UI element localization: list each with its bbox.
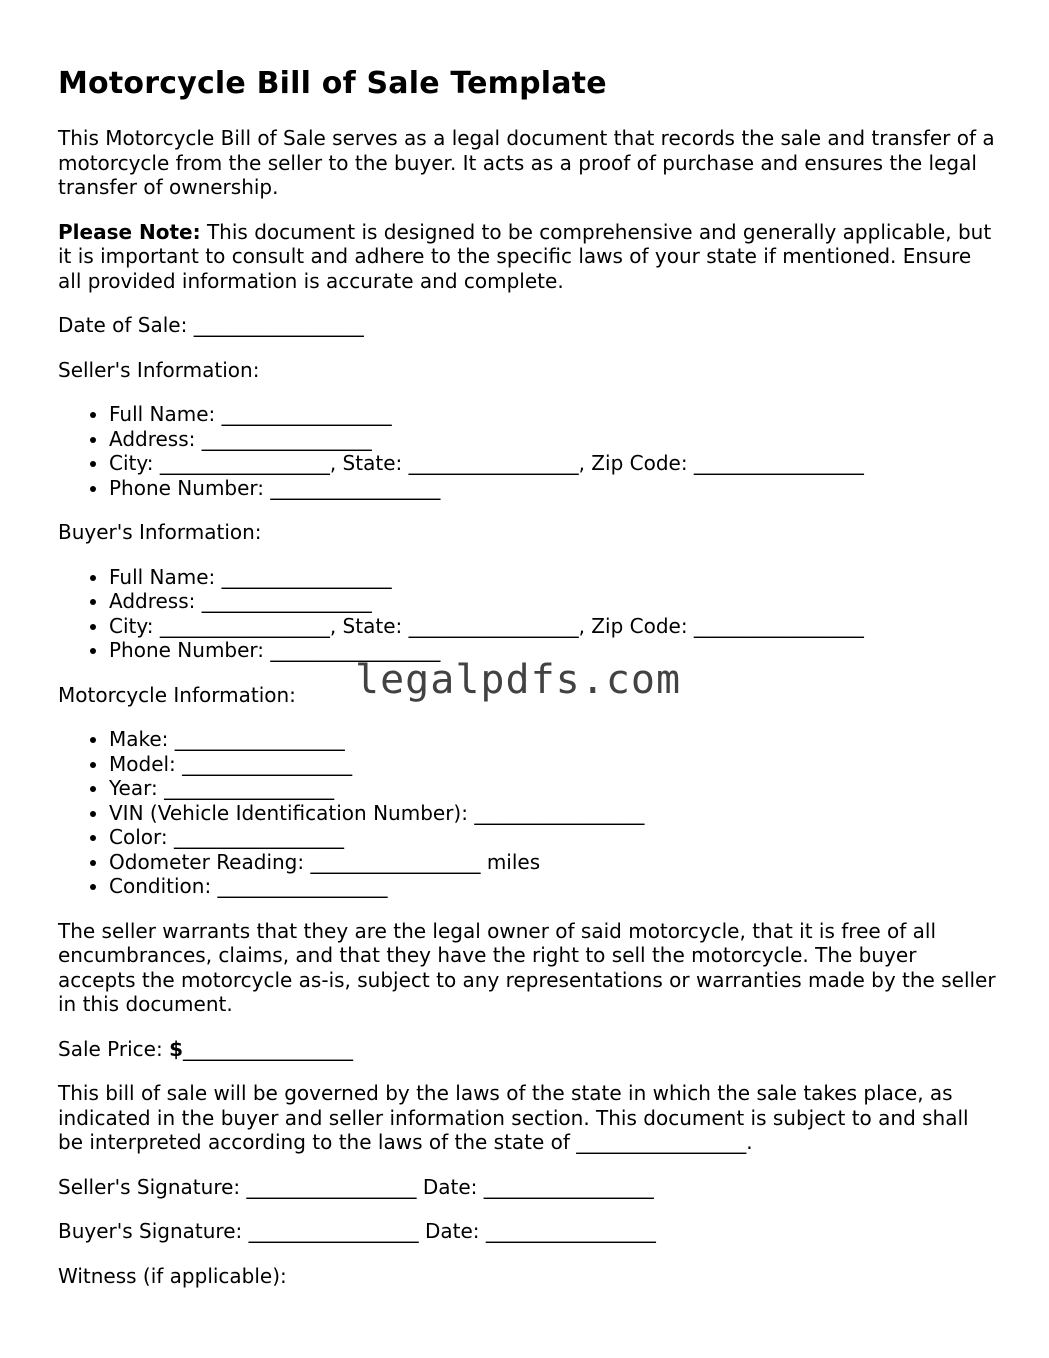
seller-signature-line: Seller's Signature: _________________ Date: _________________	[58, 1174, 654, 1199]
motorcycle-make-field: • Make: _________________	[109, 727, 998, 752]
sale-price-label: Sale Price:	[58, 1036, 170, 1061]
date-of-sale-field: Date of Sale: _________________	[58, 313, 364, 337]
watermark-text: legalpdfs.com	[355, 657, 682, 703]
seller-full-name-field: • Full Name: _________________	[109, 402, 998, 427]
motorcycle-fields-list	[58, 727, 998, 899]
seller-heading: Seller's Information:	[58, 357, 260, 382]
governing-law-paragraph: This bill of sale will be governed by the laws of the state in which the sale takes place, as indicated in the buyer and seller information section. This document is subject to and shall be interpreted according to the laws of the state of _________________.	[58, 1081, 969, 1154]
warranty-paragraph: The seller warrants that they are the legal owner of said motorcycle, that it is free of all encumbrances, claims, and that they have the right to sell the motorcycle. The buyer accepts the motorcycle as-is, subject to any representations or warranties made by the seller in this document.	[58, 918, 996, 1016]
motorcycle-condition-field: • Condition: _________________	[109, 874, 998, 899]
sale-price-currency: $	[169, 1036, 183, 1061]
motorcycle-model-field: • Model: _________________	[109, 752, 998, 777]
note-label: Please Note:	[58, 219, 201, 244]
buyer-fields-list	[58, 565, 998, 663]
motorcycle-heading: Motorcycle Information:	[58, 682, 296, 707]
witness-line: Witness (if applicable):	[58, 1263, 287, 1288]
motorcycle-color-field: • Color: _________________	[109, 825, 998, 850]
buyer-address-field: • Address: _________________	[109, 589, 998, 614]
intro-paragraph: This Motorcycle Bill of Sale serves as a legal document that records the sale and transfer of a motorcycle from the seller to the buyer. It acts as a proof of purchase and ensures the legal transfer of ownership.	[58, 126, 995, 199]
seller-city-state-zip-field: • City: _________________, State: _________________, Zip Code: _________________	[109, 451, 998, 476]
sale-price-field	[58, 1037, 998, 1062]
note-paragraph	[58, 220, 998, 294]
buyer-heading: Buyer's Information:	[58, 520, 262, 544]
seller-address-field: • Address: _________________	[109, 427, 998, 452]
buyer-city-state-zip-field: • City: _________________, State: _________________, Zip Code: _________________	[109, 614, 998, 639]
motorcycle-year-field: • Year: _________________	[109, 776, 998, 801]
buyer-phone-field: • Phone Number: _________________	[109, 638, 998, 663]
seller-fields-list	[58, 402, 998, 500]
buyer-signature-line: Buyer's Signature: _________________ Date: _________________	[58, 1219, 656, 1243]
motorcycle-vin-field: • VIN (Vehicle Identification Number): _________________	[109, 801, 998, 826]
sale-price-blank: _________________	[182, 1036, 353, 1061]
seller-phone-field: • Phone Number: _________________	[109, 476, 998, 501]
document-title: Motorcycle Bill of Sale Template	[58, 66, 607, 101]
motorcycle-odometer-field: • Odometer Reading: _________________ miles	[109, 850, 998, 875]
note-text: This document is designed to be comprehensive and generally applicable, but it is important to consult and adhere to the specific laws of your state if mentioned. Ensure all provided information is accurate and complete.	[58, 219, 992, 293]
buyer-full-name-field: • Full Name: _________________	[109, 565, 998, 590]
